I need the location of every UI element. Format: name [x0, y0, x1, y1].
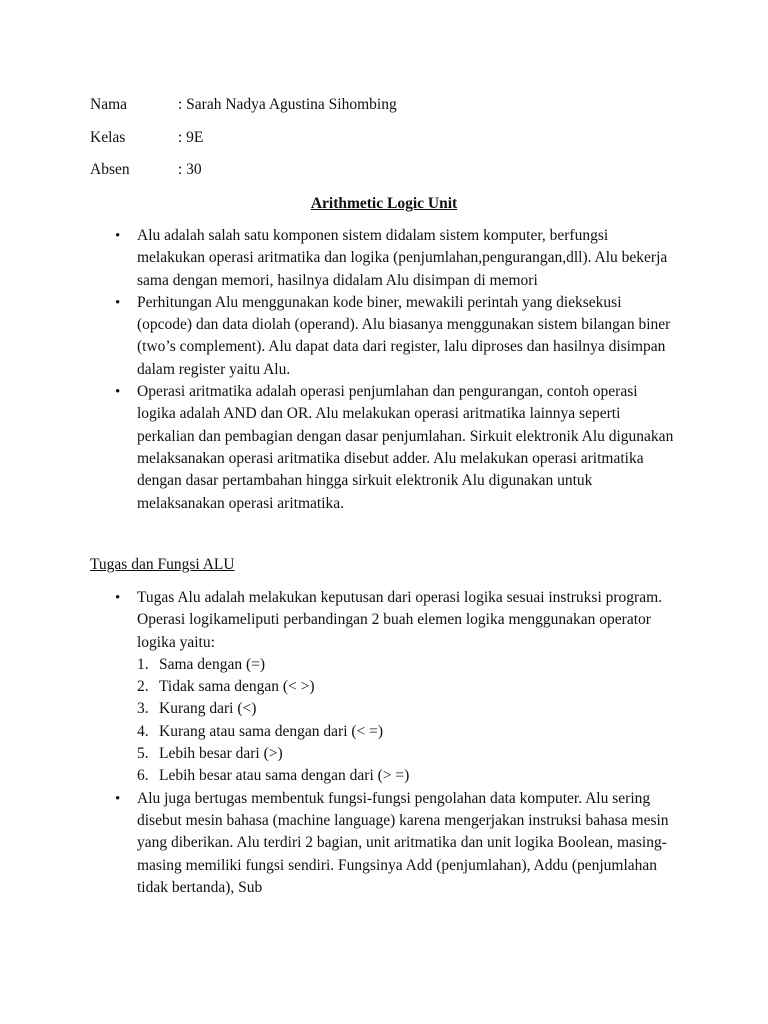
list-item-text: • Tugas Alu adalah melakukan keputusan dari operasi logika sesuai instruksi program. Operasi logikameliputi perbandingan 2 buah elemen logika menggunakan operator logika yaitu:: [137, 589, 663, 651]
class-value: : 9E: [178, 129, 204, 146]
item-text: Kurang atau sama dengan dari (< =): [159, 722, 384, 740]
operator-item: [137, 698, 675, 720]
list-item: • Alu juga bertugas membentuk fungsi-fungsi pengolahan data komputer. Alu sering disebut mesin bahasa (machine language) karena mengerjakan instruksi bahasa mesin yang diberikan. Alu terdiri 2 bagian, unit aritmatika dan unit logika Boolean, masing-masing memiliki fungsi sendiri. Fungsinya Add (penjumlahan), Addu (penjumlahan tidak bertanda), Sub: [115, 788, 675, 899]
operator-item: [137, 676, 675, 698]
list-item: • Operasi aritmatika adalah operasi penjumlahan dan pengurangan, contoh operasi logika adalah AND dan OR. Alu melakukan operasi aritmatika lainnya seperti perkalian dan pembagian dengan dasar penjumlahan. Sirkuit elektronik Alu digunakan melaksanakan operasi aritmatika disebut adder. Alu melakukan operasi aritmatika dengan dasar pertambahan hingga sirkuit elektronik Alu digunakan untuk melaksanakan operasi aritmatika.: [115, 381, 675, 515]
list-item: • Alu adalah salah satu komponen sistem didalam sistem komputer, berfungsi melakukan operasi aritmatika dan logika (penjumlahan,pengurangan,dll). Alu bekerja sama dengan memori, hasilnya didalam Alu disimpan di memori: [115, 225, 675, 292]
item-text: Lebih besar dari (>): [159, 745, 283, 763]
absence-value: : 30: [178, 161, 202, 178]
item-text: Sama dengan (=): [159, 655, 266, 673]
item-number: 5.: [137, 745, 149, 763]
item-number: 2.: [137, 678, 149, 696]
operator-item: [137, 654, 675, 676]
absence-label: Absen: [90, 161, 130, 178]
alu-overview-list: [115, 225, 675, 515]
item-text: Kurang dari (<): [159, 700, 257, 718]
item-number: 1.: [137, 655, 149, 673]
item-text: Tidak sama dengan (< >): [159, 678, 315, 696]
name-value: : Sarah Nadya Agustina Sihombing: [178, 96, 397, 113]
alu-functions-list: [115, 587, 675, 899]
operator-list: [137, 654, 675, 788]
document-title: Arithmetic Logic Unit: [310, 195, 458, 212]
item-text: Lebih besar atau sama dengan dari (> =): [159, 767, 410, 785]
section-heading: Tugas dan Fungsi ALU: [90, 556, 235, 573]
item-number: 3.: [137, 700, 149, 718]
operator-item: [137, 721, 675, 743]
list-item: [115, 587, 675, 788]
item-number: 4.: [137, 722, 149, 740]
item-number: 6.: [137, 767, 149, 785]
class-label: Kelas: [90, 129, 126, 146]
name-label: Nama: [90, 96, 128, 113]
operator-item: [137, 765, 675, 787]
list-item: • Perhitungan Alu menggunakan kode biner, mewakili perintah yang dieksekusi (opcode) dan data diolah (operand). Alu biasanya menggunakan sistem bilangan biner (two’s complement). Alu dapat data dari register, lalu diproses dan hasilnya disimpan dalam register yaitu Alu.: [115, 292, 675, 381]
operator-item: [137, 743, 675, 765]
